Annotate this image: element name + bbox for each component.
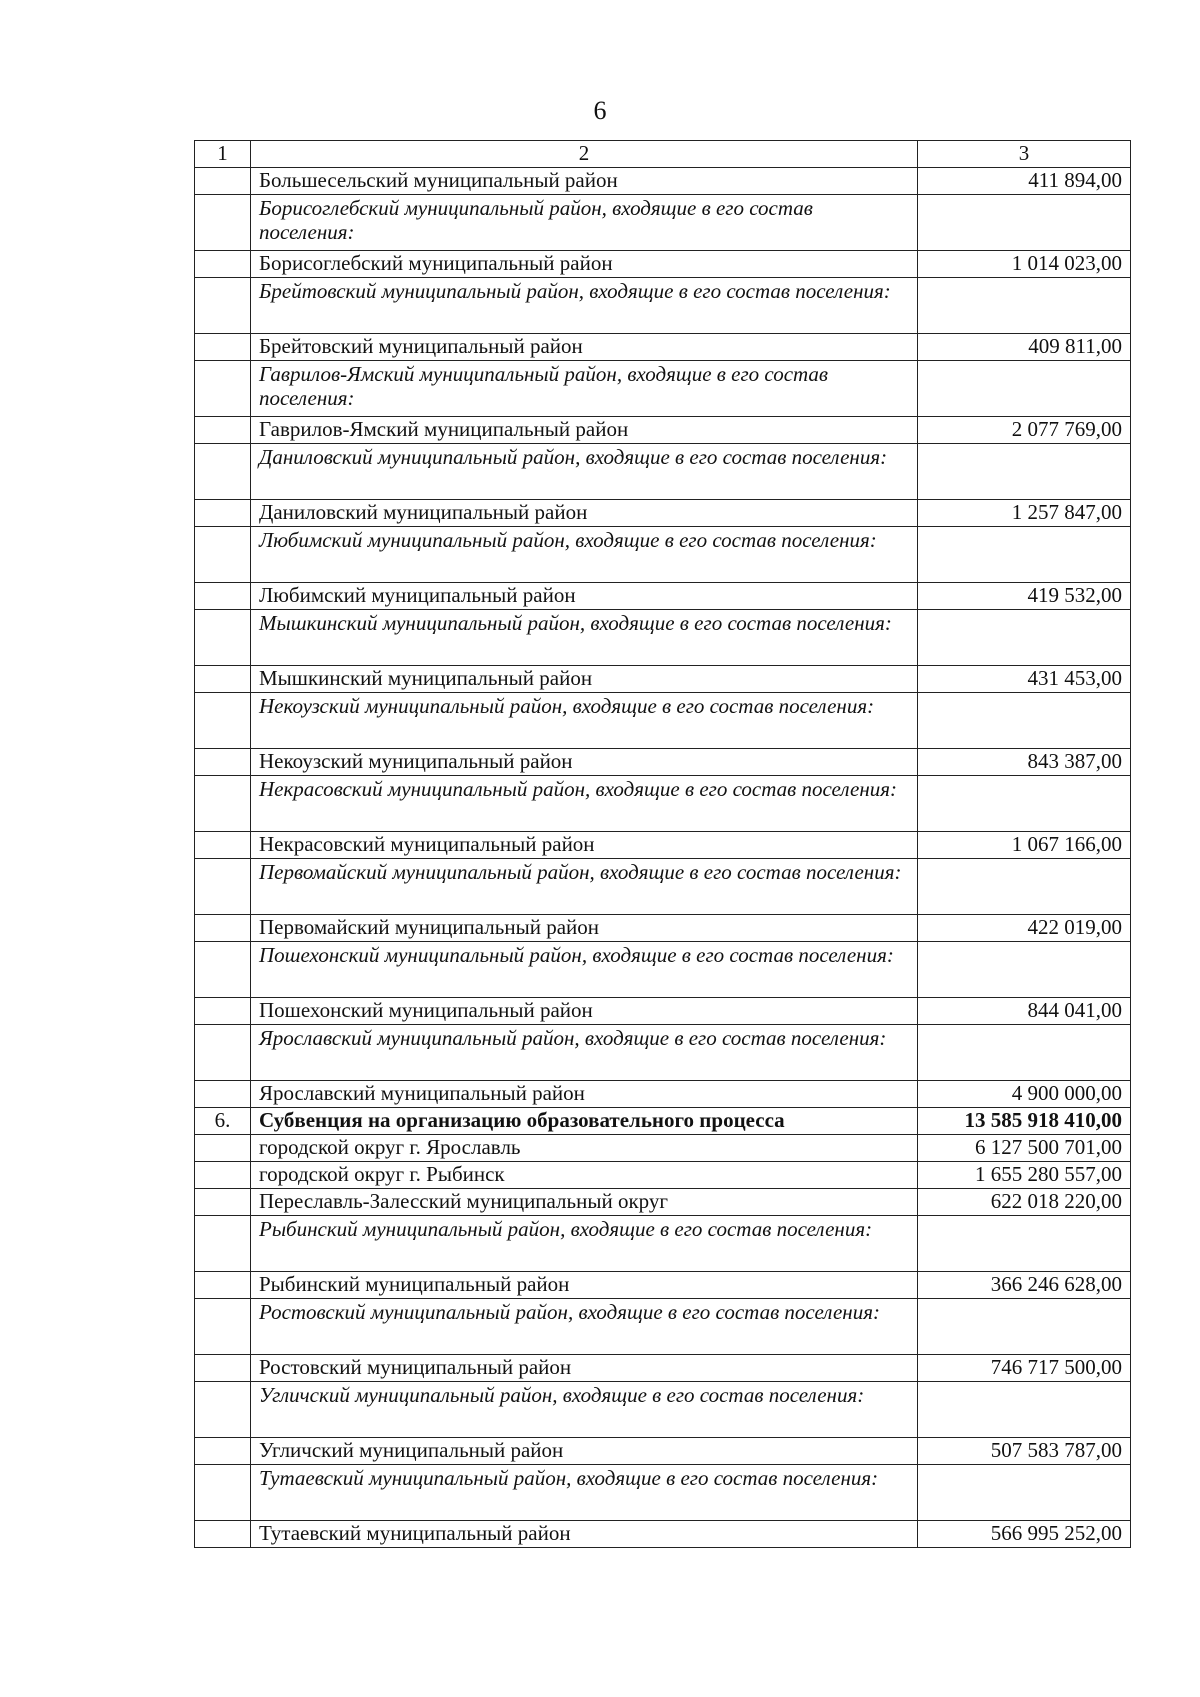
- recipient-name-cell: Брейтовский муниципальный район, входящие в его состав поселения:: [251, 278, 918, 334]
- table-row: [195, 666, 1131, 693]
- row-number-cell: [195, 859, 251, 915]
- recipient-name-cell: Первомайский муниципальный район, входящие в его состав поселения:: [251, 859, 918, 915]
- recipient-name-cell: Некрасовский муниципальный район, входящие в его состав поселения:: [251, 776, 918, 832]
- row-number-cell: [195, 942, 251, 998]
- row-number-cell: [195, 195, 251, 251]
- recipient-name-cell: Рыбинский муниципальный район, входящие в его состав поселения:: [251, 1216, 918, 1272]
- amount-cell: [918, 1299, 1131, 1355]
- row-number-cell: [195, 749, 251, 776]
- section-total-cell: 13 585 918 410,00: [918, 1108, 1131, 1135]
- recipient-name-cell: Ярославский муниципальный район: [251, 1081, 918, 1108]
- table-row: [195, 1162, 1131, 1189]
- row-number-cell: [195, 583, 251, 610]
- row-number-cell: [195, 1189, 251, 1216]
- amount-cell: 746 717 500,00: [918, 1355, 1131, 1382]
- amount-cell: 1 655 280 557,00: [918, 1162, 1131, 1189]
- table-row: [195, 500, 1131, 527]
- section-number-cell: 6.: [195, 1108, 251, 1135]
- row-number-cell: [195, 444, 251, 500]
- recipient-name-cell: Некоузский муниципальный район, входящие в его состав поселения:: [251, 693, 918, 749]
- amount-cell: [918, 942, 1131, 998]
- recipient-name-cell: Гаврилов-Ямский муниципальный район, входящие в его состав поселения:: [251, 361, 918, 417]
- amount-cell: [918, 859, 1131, 915]
- table-row: [195, 859, 1131, 915]
- recipient-name-cell: Борисоглебский муниципальный район: [251, 251, 918, 278]
- amount-cell: 2 077 769,00: [918, 417, 1131, 444]
- table-row: [195, 583, 1131, 610]
- header-row: [195, 141, 1131, 168]
- amount-cell: 1 067 166,00: [918, 832, 1131, 859]
- amount-cell: [918, 1216, 1131, 1272]
- amount-cell: [918, 610, 1131, 666]
- table-row: [195, 1299, 1131, 1355]
- amount-cell: 409 811,00: [918, 334, 1131, 361]
- row-number-cell: [195, 527, 251, 583]
- amount-cell: 431 453,00: [918, 666, 1131, 693]
- row-number-cell: [195, 334, 251, 361]
- table-row: [195, 444, 1131, 500]
- recipient-name-cell: городской округ г. Ярославль: [251, 1135, 918, 1162]
- header-col-1: 1: [195, 141, 251, 168]
- recipient-name-cell: Мышкинский муниципальный район: [251, 666, 918, 693]
- header-col-3: 3: [918, 141, 1131, 168]
- table-row: [195, 278, 1131, 334]
- recipient-name-cell: Гаврилов-Ямский муниципальный район: [251, 417, 918, 444]
- section-6-row: [195, 1108, 1131, 1135]
- amount-cell: [918, 1465, 1131, 1521]
- recipient-name-cell: Даниловский муниципальный район, входящие в его состав поселения:: [251, 444, 918, 500]
- recipient-name-cell: Даниловский муниципальный район: [251, 500, 918, 527]
- table-row: [195, 1521, 1131, 1548]
- recipient-name-cell: Борисоглебский муниципальный район, входящие в его состав поселения:: [251, 195, 918, 251]
- amount-cell: [918, 693, 1131, 749]
- amount-cell: 419 532,00: [918, 583, 1131, 610]
- recipient-name-cell: Ростовский муниципальный район: [251, 1355, 918, 1382]
- row-number-cell: [195, 915, 251, 942]
- amount-cell: [918, 278, 1131, 334]
- table-row: [195, 998, 1131, 1025]
- row-number-cell: [195, 1382, 251, 1438]
- header-col-2: 2: [251, 141, 918, 168]
- row-number-cell: [195, 1465, 251, 1521]
- table-row: [195, 1465, 1131, 1521]
- table-row: [195, 527, 1131, 583]
- amount-cell: 4 900 000,00: [918, 1081, 1131, 1108]
- amount-cell: 411 894,00: [918, 168, 1131, 195]
- table-row: [195, 832, 1131, 859]
- table-row: [195, 610, 1131, 666]
- row-number-cell: [195, 1081, 251, 1108]
- row-number-cell: [195, 168, 251, 195]
- amount-cell: 1 257 847,00: [918, 500, 1131, 527]
- recipient-name-cell: Некоузский муниципальный район: [251, 749, 918, 776]
- table-row: [195, 1272, 1131, 1299]
- row-number-cell: [195, 693, 251, 749]
- amount-cell: [918, 361, 1131, 417]
- row-number-cell: [195, 1355, 251, 1382]
- amount-cell: [918, 527, 1131, 583]
- row-number-cell: [195, 251, 251, 278]
- row-number-cell: [195, 1162, 251, 1189]
- row-number-cell: [195, 361, 251, 417]
- recipient-name-cell: Брейтовский муниципальный район: [251, 334, 918, 361]
- recipient-name-cell: Некрасовский муниципальный район: [251, 832, 918, 859]
- amount-cell: [918, 1382, 1131, 1438]
- amount-cell: 422 019,00: [918, 915, 1131, 942]
- table-row: [195, 1189, 1131, 1216]
- amount-cell: 843 387,00: [918, 749, 1131, 776]
- recipient-name-cell: Любимский муниципальный район, входящие в его состав поселения:: [251, 527, 918, 583]
- amount-cell: 622 018 220,00: [918, 1189, 1131, 1216]
- budget-table: [194, 140, 1131, 1548]
- recipient-name-cell: городской округ г. Рыбинск: [251, 1162, 918, 1189]
- table-row: [195, 195, 1131, 251]
- amount-cell: 6 127 500 701,00: [918, 1135, 1131, 1162]
- recipient-name-cell: Любимский муниципальный район: [251, 583, 918, 610]
- recipient-name-cell: Угличский муниципальный район, входящие в его состав поселения:: [251, 1382, 918, 1438]
- recipient-name-cell: Рыбинский муниципальный район: [251, 1272, 918, 1299]
- table-row: [195, 168, 1131, 195]
- row-number-cell: [195, 1438, 251, 1465]
- page-number: 6: [593, 96, 607, 125]
- table-row: [195, 776, 1131, 832]
- recipient-name-cell: Большесельский муниципальный район: [251, 168, 918, 195]
- recipient-name-cell: Переславль-Залесский муниципальный округ: [251, 1189, 918, 1216]
- table-row: [195, 1382, 1131, 1438]
- amount-cell: [918, 1025, 1131, 1081]
- table-row: [195, 1081, 1131, 1108]
- row-number-cell: [195, 500, 251, 527]
- recipient-name-cell: Тутаевский муниципальный район, входящие в его состав поселения:: [251, 1465, 918, 1521]
- recipient-name-cell: Первомайский муниципальный район: [251, 915, 918, 942]
- row-number-cell: [195, 998, 251, 1025]
- row-number-cell: [195, 1025, 251, 1081]
- amount-cell: 507 583 787,00: [918, 1438, 1131, 1465]
- row-number-cell: [195, 417, 251, 444]
- row-number-cell: [195, 1135, 251, 1162]
- recipient-name-cell: Мышкинский муниципальный район, входящие в его состав поселения:: [251, 610, 918, 666]
- table-row: [195, 334, 1131, 361]
- table-row: [195, 942, 1131, 998]
- row-number-cell: [195, 1216, 251, 1272]
- table-row: [195, 749, 1131, 776]
- amount-cell: [918, 195, 1131, 251]
- table-row: [195, 1438, 1131, 1465]
- row-number-cell: [195, 1272, 251, 1299]
- table-row: [195, 1025, 1131, 1081]
- table-row: [195, 693, 1131, 749]
- recipient-name-cell: Ярославский муниципальный район, входящие в его состав поселения:: [251, 1025, 918, 1081]
- amount-cell: 844 041,00: [918, 998, 1131, 1025]
- recipient-name-cell: Угличский муниципальный район: [251, 1438, 918, 1465]
- row-number-cell: [195, 666, 251, 693]
- amount-cell: [918, 776, 1131, 832]
- amount-cell: 366 246 628,00: [918, 1272, 1131, 1299]
- recipient-name-cell: Пошехонский муниципальный район, входящие в его состав поселения:: [251, 942, 918, 998]
- table-row: [195, 361, 1131, 417]
- recipient-name-cell: Пошехонский муниципальный район: [251, 998, 918, 1025]
- table-row: [195, 1355, 1131, 1382]
- recipient-name-cell: Ростовский муниципальный район, входящие в его состав поселения:: [251, 1299, 918, 1355]
- section-title-cell: Субвенция на организацию образовательного процесса: [251, 1108, 918, 1135]
- row-number-cell: [195, 1299, 251, 1355]
- amount-cell: 1 014 023,00: [918, 251, 1131, 278]
- row-number-cell: [195, 610, 251, 666]
- table-row: [195, 251, 1131, 278]
- budget-table-body: [195, 141, 1131, 1548]
- amount-cell: 566 995 252,00: [918, 1521, 1131, 1548]
- table-row: [195, 417, 1131, 444]
- table-row: [195, 1216, 1131, 1272]
- table-row: [195, 915, 1131, 942]
- amount-cell: [918, 444, 1131, 500]
- row-number-cell: [195, 832, 251, 859]
- row-number-cell: [195, 278, 251, 334]
- row-number-cell: [195, 776, 251, 832]
- recipient-name-cell: Тутаевский муниципальный район: [251, 1521, 918, 1548]
- row-number-cell: [195, 1521, 251, 1548]
- table-row: [195, 1135, 1131, 1162]
